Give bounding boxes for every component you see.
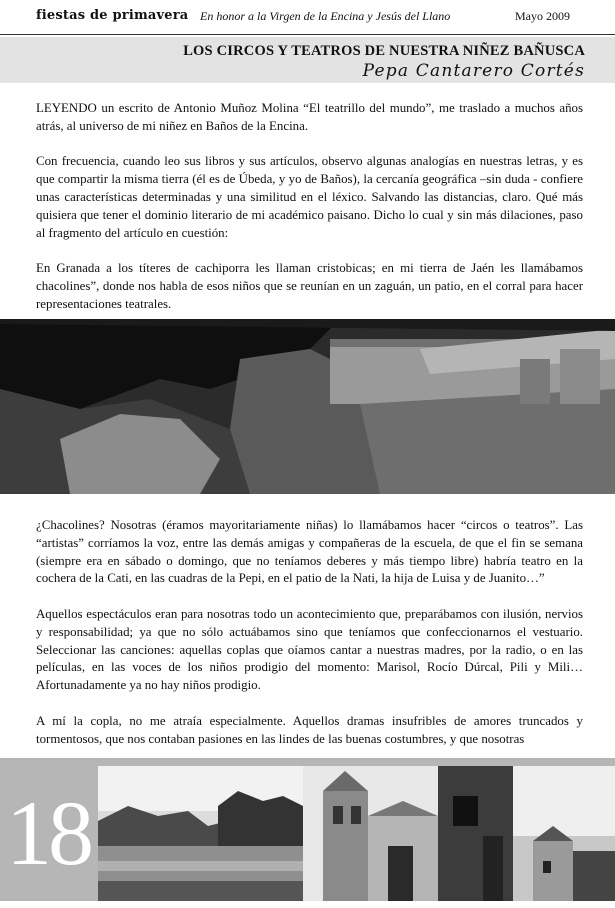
magazine-name: fiestas de primavera bbox=[36, 8, 189, 23]
paragraph: Aquellos espectáculos eran para nosotras todo un acontecimiento que, preparábamos con ilusión, nervios y responsabilidad; ya que no sólo actuábamos sino que teníamos que confeccionarnos el vestuario. Seleccionar las canciones: aquellas coplas que oíamos cantar a nuestras madres, por la radio, o en las películas, en las voces de los niños prodigio del momento: Marisol, Rocío Dúrcal, Pili y Mili… Afortunadamente ya no hay niños prodigio. bbox=[36, 606, 583, 693]
river-photo bbox=[98, 766, 303, 901]
paragraph: ¿Chacolines? Nosotras (éramos mayoritariamente niñas) lo llamábamos hacer “circos o teatros”. Las “artistas” corríamos la voz, entre las demás amigas y compañeras de la escuela, de que el fin se semana (siempre era en sábado o domingo, que no teníamos deberes y más tiempo libre) habría teatro en la cochera de la Cati, en las cuadras de la Pepi, en el patio de la Nati, la hija de Luisa y de Juanito…” bbox=[36, 518, 583, 586]
running-header bbox=[0, 0, 615, 35]
footer-band bbox=[0, 758, 615, 901]
article-body-top bbox=[36, 100, 583, 331]
page-number: 18 bbox=[6, 782, 90, 884]
church-tower-photo bbox=[303, 766, 513, 901]
paragraph: En Granada a los títeres de cachiporra les llaman cristobicas; en mi tierra de Jaén les llamábamos chacolines”, donde nos habla de esos niños que se reunían en un zaguán, un patio, en el corral para hacer representaciones teatrales. bbox=[36, 261, 583, 311]
article-body-bottom bbox=[36, 517, 583, 766]
header-subtitle: En honor a la Virgen de la Encina y Jesús del Llano bbox=[200, 9, 451, 23]
article-title: LOS CIRCOS Y TEATROS DE NUESTRA NIÑEZ BAÑUSCA bbox=[183, 43, 585, 59]
issue-date: Mayo 2009 bbox=[515, 9, 570, 23]
street-photo bbox=[513, 766, 615, 901]
paragraph: A mí la copla, no me atraía especialmente. Aquellos dramas insufribles de amores truncados y tormentosos, que nos contaban pasiones en las lindes de las buenas costumbres, y que nosotras bbox=[36, 713, 583, 746]
castle-wall-image bbox=[0, 319, 615, 494]
article-author: Pepa Cantarero Cortés bbox=[362, 61, 585, 81]
paragraph: LEYENDO un escrito de Antonio Muñoz Molina “El teatrillo del mundo”, me traslado a muchos años atrás, al universo de mi niñez en Baños de la Encina. bbox=[36, 101, 583, 133]
paragraph: Con frecuencia, cuando leo sus libros y sus artículos, observo algunas analogías en nuestras letras, y es que compartir la misma tierra (él es de Úbeda, y yo de Baños), la cercanía geográfica –sin duda - confiere unas características determinadas y una similitud en el léxico. Salvando las distancias, claro. Qué más quisiera que tener el dominio literario de mi académico paisano. Dicho lo cual y sin más dilaciones, paso al fragmento del artículo en cuestión: bbox=[36, 154, 583, 240]
castle-photo bbox=[0, 319, 615, 494]
title-box bbox=[0, 37, 615, 83]
